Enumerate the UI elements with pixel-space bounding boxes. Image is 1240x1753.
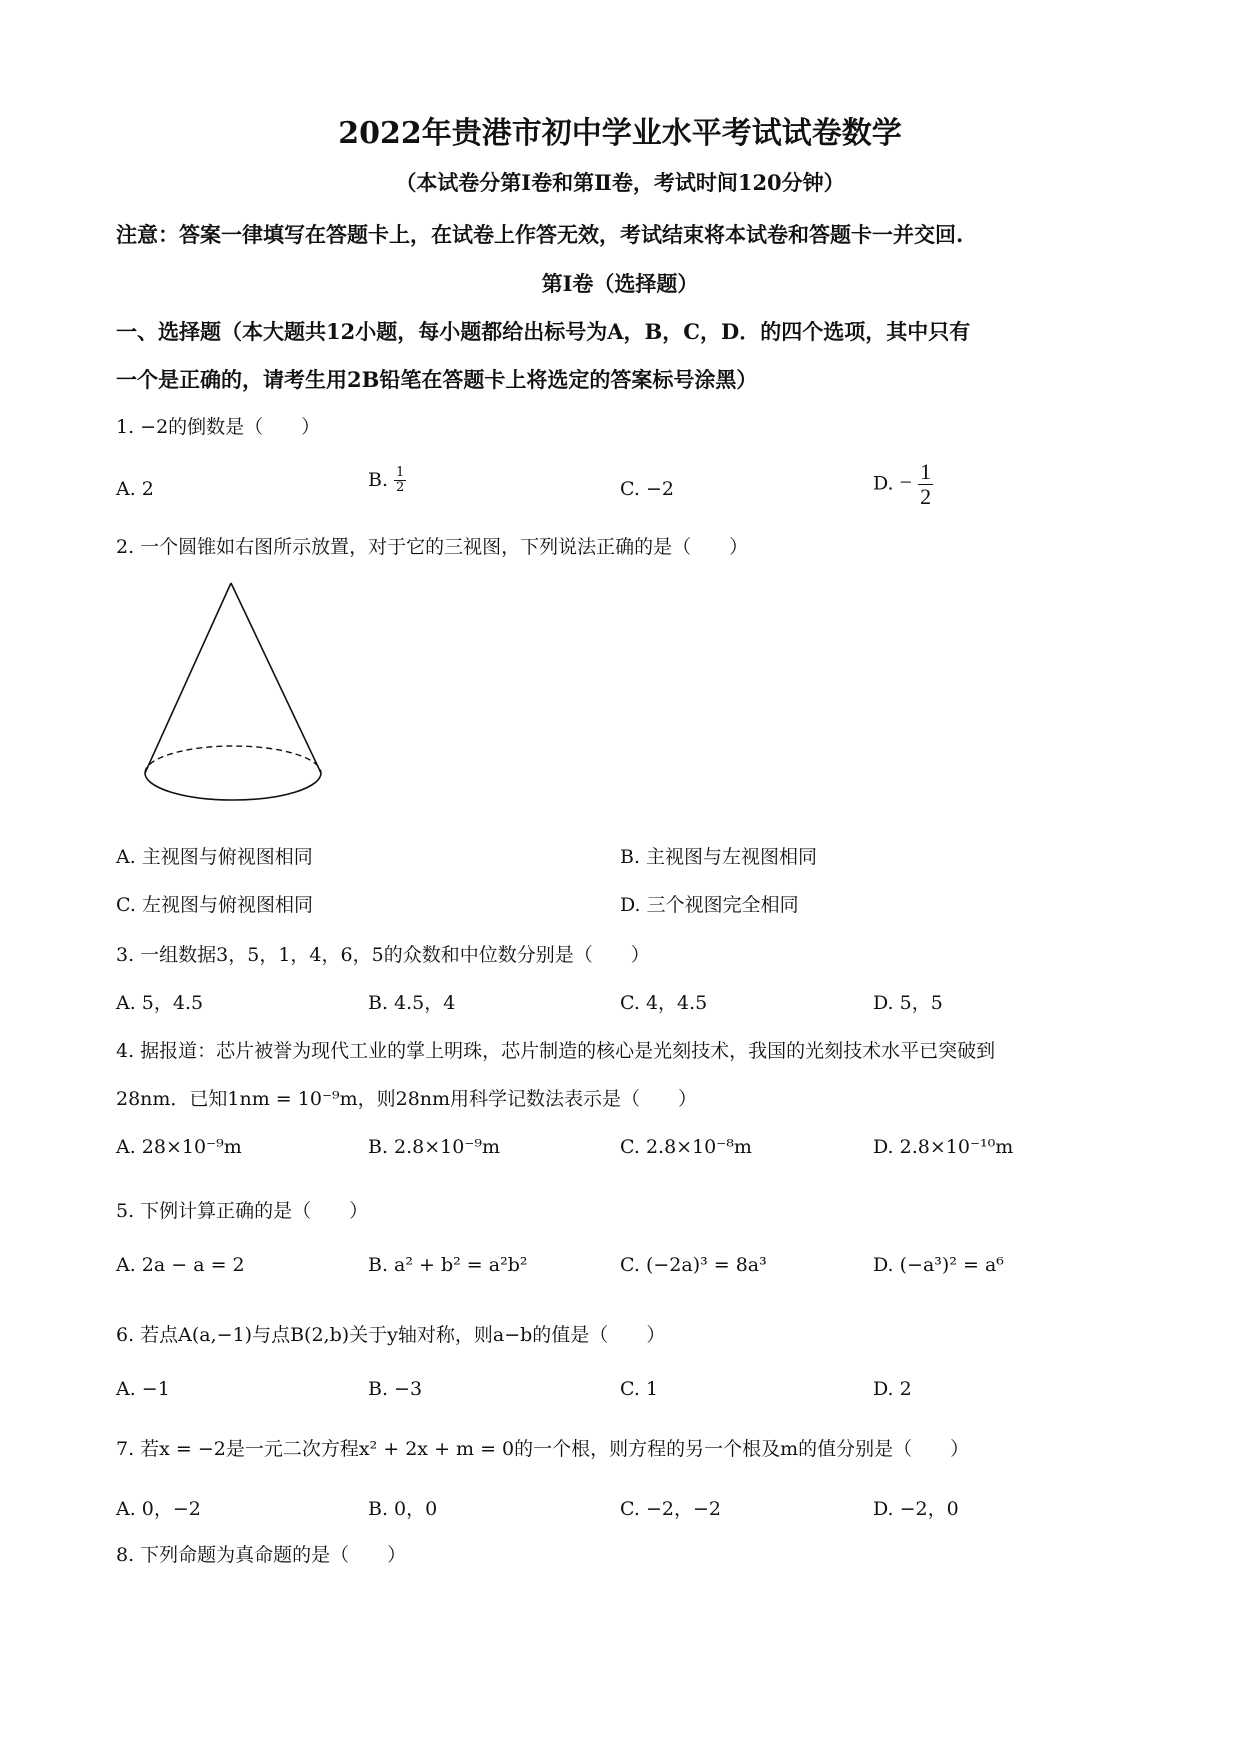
question-3-option-c: C. 4，4.5 [620,992,708,1014]
exam-title: 2022年贵港市初中学业水平考试试卷数学 [338,116,902,151]
question-7-option-a: A. 0，−2 [116,1498,201,1520]
question-6-stem: 6. 若点A(a,−1)与点B(2,b)关于y轴对称，则a−b的值是（ ） [116,1324,666,1346]
cone-left-edge [145,583,231,773]
question-1-option-a: A. 2 [116,478,154,500]
question-8-stem: 8. 下列命题为真命题的是（ ） [116,1544,407,1566]
question-2-option-a: A. 主视图与俯视图相同 [116,846,313,868]
question-7-option-b: B. 0，0 [368,1498,438,1520]
option-d-label: D. [873,472,900,495]
question-2-option-b: B. 主视图与左视图相同 [620,846,818,868]
question-2-option-c: C. 左视图与俯视图相同 [116,894,313,916]
option-b-label: B. [368,468,395,491]
exam-notice: 注意：答案一律填写在答题卡上，在试卷上作答无效，考试结束将本试卷和答题卡一并交回. [116,222,964,247]
question-5-stem: 5. 下例计算正确的是（ ） [116,1200,369,1222]
minus-sign: − [899,469,913,495]
question-3-option-a: A. 5，4.5 [116,992,204,1014]
exam-subtitle: （本试卷分第Ⅰ卷和第Ⅱ卷，考试时间120分钟） [395,170,845,195]
question-7-stem: 7. 若x = −2是一元二次方程x² + 2x + m = 0的一个根，则方程的另一个根及m的值分别是（ ） [116,1438,970,1460]
question-5-option-c: C. (−2a)³ = 8a³ [620,1254,767,1276]
question-1-option-c: C. −2 [620,478,674,500]
question-7-option-c: C. −2，−2 [620,1498,721,1520]
question-5-option-a: A. 2a − a = 2 [116,1254,245,1276]
question-6-option-b: B. −3 [368,1378,423,1400]
cone-base-back [145,746,321,773]
cone-right-edge [231,583,321,773]
question-2-stem: 2. 一个圆锥如右图所示放置，对于它的三视图，下列说法正确的是（ ） [116,536,749,558]
question-4-option-d: D. 2.8×10⁻¹⁰m [873,1136,1014,1158]
question-6-option-c: C. 1 [620,1378,659,1400]
question-4-stem-line2: 28nm．已知1nm = 10⁻⁹m，则28nm用科学记数法表示是（ ） [116,1088,698,1110]
question-3-stem: 3. 一组数据3，5，1，4，6，5的众数和中位数分别是（ ） [116,944,650,966]
fraction-one-half: $\frac{1}{2}$ [920,459,932,510]
question-1-option-b [368,466,406,496]
fraction-one-half-small: $\frac{1}{2}$ [396,465,405,496]
question-1-stem: 1. −2的倒数是（ ） [116,416,321,438]
question-1-option-d [873,460,933,509]
question-3-option-b: B. 4.5，4 [368,992,456,1014]
question-3-option-d: D. 5，5 [873,992,943,1014]
question-4-option-c: C. 2.8×10⁻⁸m [620,1136,752,1158]
cone-base-front [145,773,321,800]
question-6-option-a: A. −1 [116,1378,170,1400]
question-4-option-a: A. 28×10⁻⁹m [116,1136,242,1158]
question-6-option-d: D. 2 [873,1378,912,1400]
question-4-option-b: B. 2.8×10⁻⁹m [368,1136,501,1158]
question-2-option-d: D. 三个视图完全相同 [620,894,799,916]
question-5-option-b: B. a² + b² = a²b² [368,1254,528,1276]
volume-heading: 第Ⅰ卷（选择题） [541,271,699,296]
question-5-option-d: D. (−a³)² = a⁶ [873,1254,1004,1276]
section-instruction-line1: 一、选择题（本大题共12小题，每小题都给出标号为A，B，C，D．的四个选项，其中只有 [116,319,971,344]
cone-figure [140,580,330,810]
question-7-option-d: D. −2，0 [873,1498,959,1520]
question-4-stem-line1: 4. 据报道：芯片被誉为现代工业的掌上明珠，芯片制造的核心是光刻技术，我国的光刻技术水平已突破到 [116,1040,996,1062]
section-instruction-line2: 一个是正确的，请考生用2B铅笔在答题卡上将选定的答案标号涂黑） [116,367,758,392]
